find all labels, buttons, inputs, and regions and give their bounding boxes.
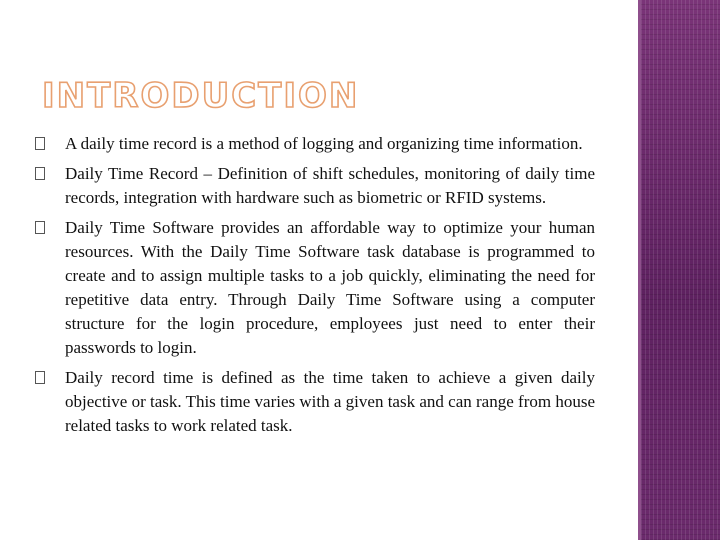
bullet-item: [35, 162, 595, 210]
bullet-box-icon: [35, 137, 45, 150]
decorative-side-panel: [641, 0, 720, 540]
bullet-item: [35, 366, 595, 438]
bullet-text: Daily Time Software provides an affordable way to optimize your human resources. With the Daily Time Software task database is programmed to create and to assign multiple tasks to a job quickly, eliminating the need for repetitive data entry. Through Daily Time Software using a computer structure for the login procedure, employees just need to enter their passwords to login.: [65, 218, 595, 357]
bullet-box-icon: [35, 371, 45, 384]
bullet-item: [35, 132, 595, 156]
bullet-item: [35, 216, 595, 360]
bullet-box-icon: [35, 167, 45, 180]
bullet-text: Daily Time Record – Definition of shift schedules, monitoring of daily time records, integration with hardware such as biometric or RFID systems.: [65, 164, 595, 207]
bullet-box-icon: [35, 221, 45, 234]
bullet-list: [35, 132, 595, 444]
bullet-text: A daily time record is a method of logging and organizing time information.: [65, 134, 583, 153]
slide-title: INTRODUCTION: [42, 76, 360, 116]
bullet-text: Daily record time is defined as the time taken to achieve a given daily objective or task. This time varies with a given task and can range from house related tasks to work related task.: [65, 368, 595, 435]
